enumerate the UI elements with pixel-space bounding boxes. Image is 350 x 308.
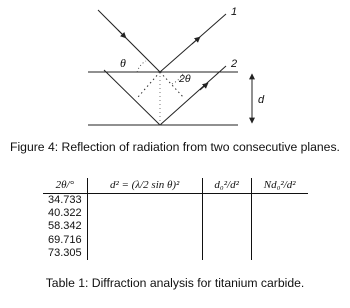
empty-cell bbox=[87, 194, 202, 208]
reflected-arrow-1 bbox=[192, 37, 200, 44]
empty-cell bbox=[202, 194, 251, 208]
two-theta-cell: 40.322 bbox=[48, 207, 82, 220]
empty-cell bbox=[87, 220, 202, 233]
empty-cell bbox=[251, 194, 308, 208]
angle-arc-dots bbox=[137, 61, 146, 72]
empty-cell bbox=[87, 247, 202, 260]
two-theta-cell: 34.733 bbox=[48, 194, 82, 206]
header-d-squared: d² = (λ/2 sin θ)² bbox=[87, 178, 202, 194]
empty-cell bbox=[87, 234, 202, 247]
two-theta-cell: 58.342 bbox=[48, 220, 82, 233]
two-theta-cell: 69.716 bbox=[48, 233, 82, 246]
header-two-theta: 2θ/° bbox=[43, 178, 87, 194]
table-row bbox=[43, 207, 308, 220]
table-header-row bbox=[43, 178, 308, 194]
table-row bbox=[43, 247, 308, 260]
incident-ray-1 bbox=[98, 10, 160, 72]
empty-cell bbox=[251, 234, 308, 247]
header-n-ratio: Nd₀²/d² bbox=[251, 178, 308, 194]
spacing-label: d bbox=[258, 94, 265, 106]
empty-cell bbox=[251, 247, 308, 260]
table-row bbox=[43, 194, 308, 208]
theta-label: θ bbox=[120, 56, 126, 70]
table-row bbox=[43, 220, 308, 233]
empty-cell bbox=[251, 220, 308, 233]
incident-arrow-1 bbox=[118, 30, 126, 38]
header-ratio: d₀²/d² bbox=[202, 178, 251, 194]
empty-cell bbox=[202, 207, 251, 220]
table-row bbox=[43, 234, 308, 247]
two-theta-label: 2θ bbox=[179, 73, 191, 85]
empty-cell bbox=[202, 247, 251, 260]
ray-label-2: 2 bbox=[231, 58, 238, 70]
reflection-diagram bbox=[0, 0, 350, 138]
empty-cell bbox=[202, 220, 251, 233]
reflected-ray-2 bbox=[160, 66, 226, 125]
empty-cell bbox=[251, 207, 308, 220]
figure-caption: Figure 4: Reflection of radiation from two consecutive planes. bbox=[10, 140, 340, 154]
two-theta-cell: 73.305 bbox=[48, 246, 82, 259]
path-difference-dots-left bbox=[138, 72, 160, 97]
diffraction-table bbox=[43, 178, 308, 260]
empty-cell bbox=[202, 234, 251, 247]
empty-cell bbox=[87, 207, 202, 220]
reflected-arrow-2 bbox=[200, 83, 208, 90]
incident-ray-2 bbox=[104, 70, 160, 125]
table-caption: Table 1: Diffraction analysis for titanium carbide. bbox=[45, 276, 305, 290]
ray-label-1: 1 bbox=[231, 6, 238, 18]
